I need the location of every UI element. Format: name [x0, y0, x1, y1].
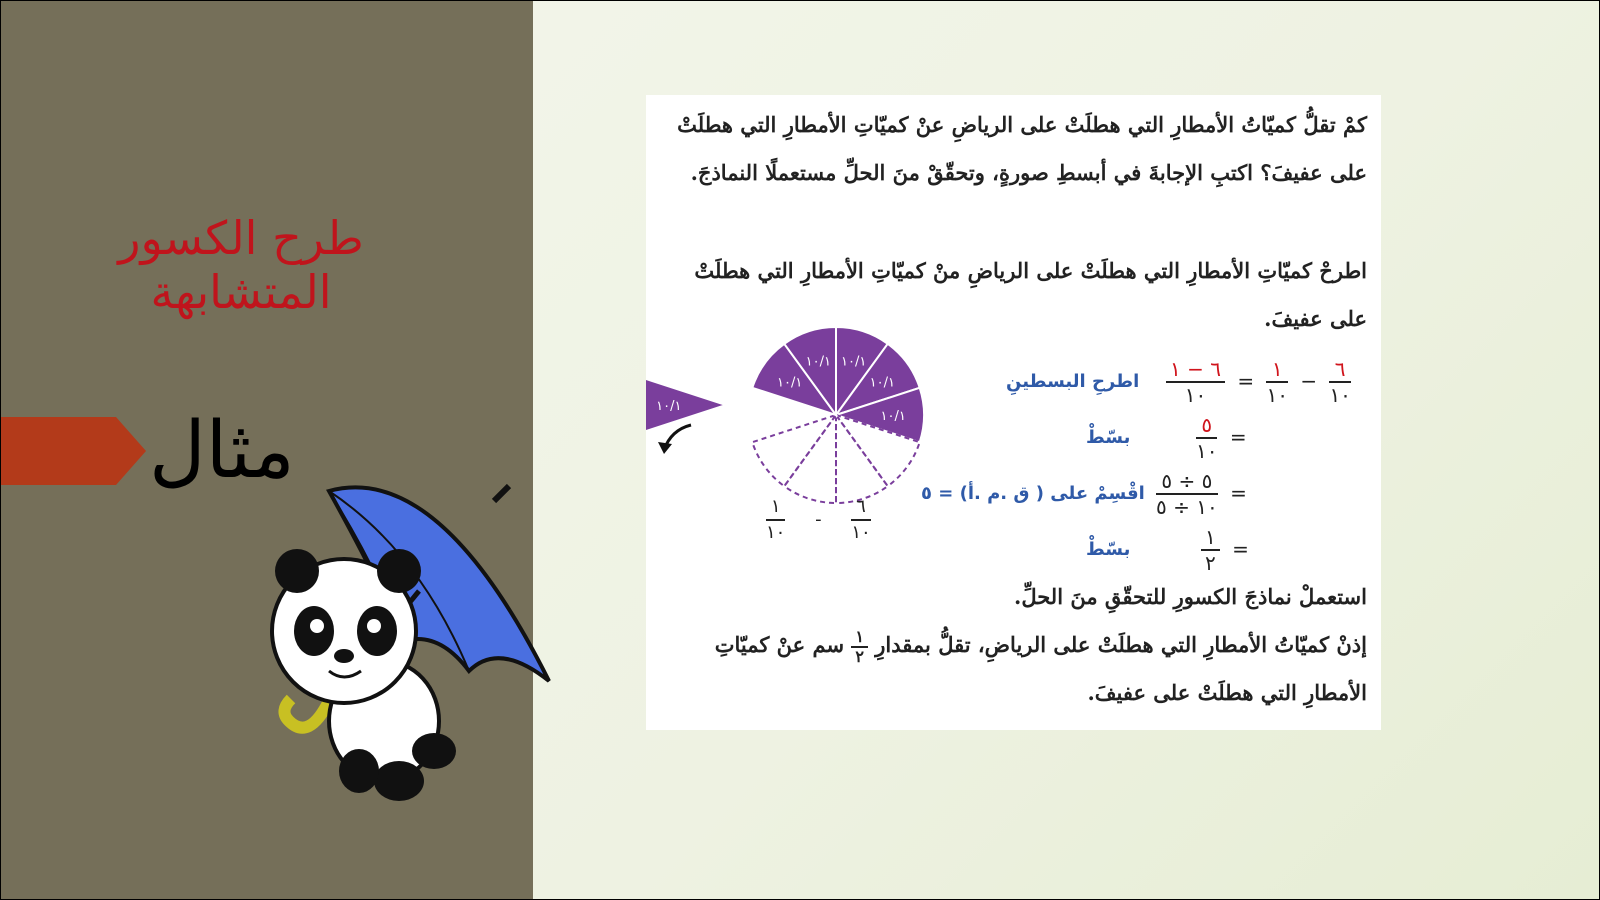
pie-slice	[752, 415, 836, 486]
question-text: كمْ تقلُّ كميّاتُ الأمطارِ التي هطلَتْ على الرياضِ عنْ كميّاتِ الأمطارِ التي هطلَتْ على عفيفَ؟ اكتبِ الإجابةَ في أبسطِ صورةٍ، وتحقّقْ منَ الحلِّ مستعملًا النماذجَ.	[677, 112, 1367, 185]
equation-step-4: $\frac{١}{٢}$ =	[1201, 525, 1249, 575]
note-simplify-1: بسّطْ	[1086, 427, 1131, 448]
panda-umbrella-illustration	[269, 471, 569, 811]
equation-step-3: $\frac{٥ \div ٥}{١٠ \div ٥}$ =	[1156, 469, 1247, 519]
verify-text: استعملْ نماذجَ الكسورِ للتحقّقِ منَ الحلِّ.	[1014, 584, 1367, 609]
equation-step-2: $\frac{٥}{١٠}$ =	[1196, 413, 1247, 463]
conclusion-text: إذنْ كميّاتُ الأمطارِ التي هطلَتْ على الرياضِ، تقلُّ بمقدارِ $\frac{١}{٢}$ سم عنْ كميّاتِ الأمطارِ التي هطلَتْ على عفيفَ.	[714, 626, 1367, 705]
pie-slice-label: ١٠/١	[805, 354, 831, 370]
example-label: مثال	[149, 406, 295, 496]
pie-slice-label: ١٠/١	[656, 399, 682, 414]
fraction-result: $\frac{٦ - ١}{١٠}$	[1166, 357, 1225, 407]
slide-title: طرح الكسور المتشابهة	[118, 211, 364, 319]
instruction-text: اطرحْ كميّاتِ الأمطارِ التي هطلَتْ على الرياضِ منْ كميّاتِ الأمطارِ التي هطلَتْ على عفيفَ.	[694, 258, 1367, 331]
pie-slice-label: ١٠/١	[841, 354, 867, 370]
fraction-b: $\frac{١}{١٠}$	[1266, 357, 1288, 407]
pie-slice-label: ١٠/١	[869, 375, 895, 391]
note-simplify-2: بسّطْ	[1086, 539, 1131, 560]
equation-step-1: $\frac{٦ - ١}{١٠}$ = $\frac{١}{١٠}$ − $\frac{٦}{١٠}$	[1166, 357, 1351, 407]
textbook-excerpt	[646, 95, 1381, 730]
fraction-a: $\frac{٦}{١٠}$	[1329, 357, 1351, 407]
note-divide-gcf: اقْسِمْ على ( ق .م .أ) = ٥	[921, 483, 1145, 504]
note-subtract-numerators: اطرحِ البسطينِ	[1006, 371, 1140, 392]
pie-slice-label: ١٠/١	[880, 409, 906, 424]
arrow-tab-shape	[1, 417, 146, 485]
pie-slice	[784, 415, 836, 503]
pie-slice-label: ١٠/١	[777, 375, 803, 391]
pie-fraction-labels: $\frac{١}{١٠}$ - $\frac{٦}{١٠}$	[766, 496, 871, 543]
